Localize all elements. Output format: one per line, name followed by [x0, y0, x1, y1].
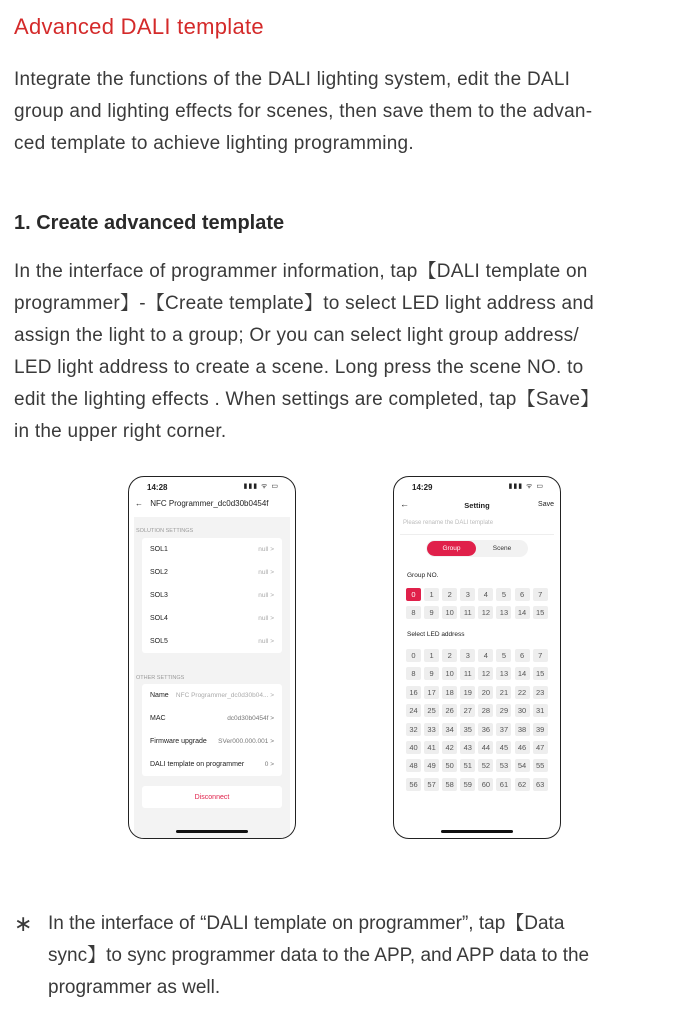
led-address-cell[interactable]: 14 — [515, 667, 530, 680]
led-address-cell[interactable]: 52 — [478, 759, 493, 772]
nav-title: Setting — [464, 501, 490, 510]
home-indicator — [176, 830, 248, 833]
led-address-cell[interactable]: 44 — [478, 741, 493, 754]
group-cell[interactable]: 14 — [515, 606, 530, 619]
tab-group[interactable]: Group — [427, 541, 476, 556]
page-title: Advanced DALI template — [14, 14, 264, 39]
intro-paragraph: Integrate the functions of the DALI lighting system, edit the DALI group and lighting effects for scenes, then save them to the advan- ced template to achieve lighting programming. — [14, 69, 593, 154]
back-arrow-icon[interactable]: ← — [135, 499, 143, 508]
led-address-cell[interactable]: 45 — [496, 741, 511, 754]
led-address-cell[interactable]: 15 — [533, 667, 548, 680]
led-address-cell[interactable]: 46 — [515, 741, 530, 754]
led-address-cell[interactable]: 56 — [406, 778, 421, 791]
solution-settings-header: SOLUTION SETTINGS — [136, 528, 194, 534]
group-no-label: Group NO. — [407, 572, 439, 579]
phone-screenshot-programmer — [128, 476, 296, 839]
group-cell[interactable]: 10 — [442, 606, 457, 619]
led-address-cell[interactable]: 35 — [460, 723, 475, 736]
list-item[interactable]: SOL4 null > — [150, 615, 274, 622]
group-cell[interactable]: 13 — [496, 606, 511, 619]
led-address-cell[interactable]: 63 — [533, 778, 548, 791]
led-address-cell[interactable]: 3 — [460, 649, 475, 662]
group-cell[interactable]: 12 — [478, 606, 493, 619]
led-address-cell[interactable]: 7 — [533, 649, 548, 662]
led-address-cell[interactable]: 39 — [533, 723, 548, 736]
led-address-cell[interactable]: 40 — [406, 741, 421, 754]
led-address-cell[interactable]: 1 — [424, 649, 439, 662]
led-address-cell[interactable]: 38 — [515, 723, 530, 736]
led-address-cell[interactable]: 54 — [515, 759, 530, 772]
led-address-cell[interactable]: 23 — [533, 686, 548, 699]
list-item[interactable]: MAC dc0d30b0454f > — [150, 715, 274, 722]
led-address-cell[interactable]: 30 — [515, 704, 530, 717]
led-address-cell[interactable]: 8 — [406, 667, 421, 680]
led-address-cell[interactable]: 43 — [460, 741, 475, 754]
led-address-cell[interactable]: 5 — [496, 649, 511, 662]
led-address-cell[interactable]: 36 — [478, 723, 493, 736]
section-heading: 1. Create advanced template — [14, 212, 285, 234]
led-address-cell[interactable]: 12 — [478, 667, 493, 680]
led-address-cell[interactable]: 13 — [496, 667, 511, 680]
list-item[interactable]: Firmware upgrade SVer000.000.001 > — [150, 738, 274, 745]
group-cell[interactable]: 11 — [460, 606, 475, 619]
led-address-cell[interactable]: 27 — [460, 704, 475, 717]
status-time: 14:29 — [412, 483, 433, 492]
group-cell[interactable]: 2 — [442, 588, 457, 601]
group-cell[interactable]: 3 — [460, 588, 475, 601]
other-card — [142, 684, 282, 776]
led-address-cell[interactable]: 4 — [478, 649, 493, 662]
led-address-cell[interactable]: 31 — [533, 704, 548, 717]
back-arrow-icon[interactable]: ← — [400, 499, 409, 509]
led-address-cell[interactable]: 24 — [406, 704, 421, 717]
led-address-cell[interactable]: 20 — [478, 686, 493, 699]
led-address-cell[interactable]: 48 — [406, 759, 421, 772]
status-icons: ▮▮▮ ᯤ ▭ — [508, 483, 544, 490]
led-address-cell[interactable]: 32 — [406, 723, 421, 736]
list-item[interactable]: SOL2 null > — [150, 569, 274, 576]
led-address-cell[interactable]: 17 — [424, 686, 439, 699]
led-address-cell[interactable]: 0 — [406, 649, 421, 662]
led-address-cell[interactable]: 53 — [496, 759, 511, 772]
group-cell[interactable]: 15 — [533, 606, 548, 619]
led-address-cell[interactable]: 42 — [442, 741, 457, 754]
led-address-cell[interactable]: 62 — [515, 778, 530, 791]
group-cell[interactable]: 6 — [515, 588, 530, 601]
list-item[interactable]: Name NFC Programmer_dc0d30b04... > — [150, 692, 274, 699]
settings-list — [134, 517, 290, 838]
led-address-cell[interactable]: 2 — [442, 649, 457, 662]
group-cell[interactable]: 1 — [424, 588, 439, 601]
led-address-cell[interactable]: 60 — [478, 778, 493, 791]
led-address-cell[interactable]: 47 — [533, 741, 548, 754]
led-address-cell[interactable]: 57 — [424, 778, 439, 791]
led-address-cell[interactable]: 28 — [478, 704, 493, 717]
led-address-cell[interactable]: 11 — [460, 667, 475, 680]
template-name-input[interactable]: Please rename the DALI template — [403, 520, 494, 526]
list-item[interactable]: SOL5 null > — [150, 638, 274, 645]
led-address-cell[interactable]: 10 — [442, 667, 457, 680]
led-address-cell[interactable]: 29 — [496, 704, 511, 717]
led-address-label: Select LED address — [407, 631, 465, 638]
led-address-cell[interactable]: 26 — [442, 704, 457, 717]
status-time: 14:28 — [147, 483, 168, 492]
note — [14, 908, 676, 1008]
nav-bar — [135, 499, 269, 508]
led-address-cell[interactable]: 6 — [515, 649, 530, 662]
led-address-cell[interactable]: 59 — [460, 778, 475, 791]
led-address-cell[interactable]: 37 — [496, 723, 511, 736]
other-settings-header: OTHER SETTINGS — [136, 675, 185, 681]
list-item[interactable]: DALI template on programmer 0 > — [150, 761, 274, 768]
group-cell[interactable]: 8 — [406, 606, 421, 619]
led-address-cell[interactable]: 22 — [515, 686, 530, 699]
led-address-cell[interactable]: 55 — [533, 759, 548, 772]
list-item[interactable]: SOL3 null > — [150, 592, 274, 599]
instructions-paragraph: In the interface of programmer information, tap【DALI template on programmer】-【Create template】to select LED light address and assign the light to a group; Or you can select light group address/ LED light address to create a scene. Long press the scene NO. to edit the lighting effects . When settings are completed, tap【Save】 in the upper right corner. — [14, 261, 600, 442]
note-text: In the interface of “DALI template on programmer”, tap【Data sync】to sync programmer data to the APP, and APP data to the programmer as well. — [48, 913, 590, 998]
nav-title: NFC Programmer_dc0d30b0454f — [150, 499, 269, 508]
led-address-cell[interactable]: 18 — [442, 686, 457, 699]
led-address-grid — [406, 649, 548, 796]
group-cell[interactable]: 0 — [406, 588, 421, 601]
led-address-cell[interactable]: 61 — [496, 778, 511, 791]
disconnect-button[interactable]: Disconnect — [142, 786, 282, 808]
led-address-cell[interactable]: 51 — [460, 759, 475, 772]
led-address-cell[interactable]: 50 — [442, 759, 457, 772]
led-address-cell[interactable]: 9 — [424, 667, 439, 680]
asterisk-icon: ∗ — [14, 911, 33, 936]
led-address-cell[interactable]: 49 — [424, 759, 439, 772]
led-address-cell[interactable]: 16 — [406, 686, 421, 699]
group-cell[interactable]: 4 — [478, 588, 493, 601]
led-address-cell[interactable]: 19 — [460, 686, 475, 699]
led-address-cell[interactable]: 25 — [424, 704, 439, 717]
group-cell[interactable]: 7 — [533, 588, 548, 601]
divider — [400, 534, 554, 535]
led-address-cell[interactable]: 41 — [424, 741, 439, 754]
group-scene-tabs — [426, 540, 528, 557]
home-indicator — [441, 830, 513, 833]
solution-card — [142, 538, 282, 653]
save-button[interactable]: Save — [538, 501, 554, 508]
list-item[interactable]: SOL1 null > — [150, 546, 274, 553]
status-icons: ▮▮▮ ᯤ ▭ — [243, 483, 279, 490]
group-cell[interactable]: 9 — [424, 606, 439, 619]
led-address-cell[interactable]: 34 — [442, 723, 457, 736]
phone-screenshot-setting — [393, 476, 561, 839]
led-address-cell[interactable]: 33 — [424, 723, 439, 736]
tab-scene[interactable]: Scene — [492, 545, 512, 552]
led-address-cell[interactable]: 21 — [496, 686, 511, 699]
group-cell[interactable]: 5 — [496, 588, 511, 601]
led-address-cell[interactable]: 58 — [442, 778, 457, 791]
group-grid — [406, 588, 548, 625]
